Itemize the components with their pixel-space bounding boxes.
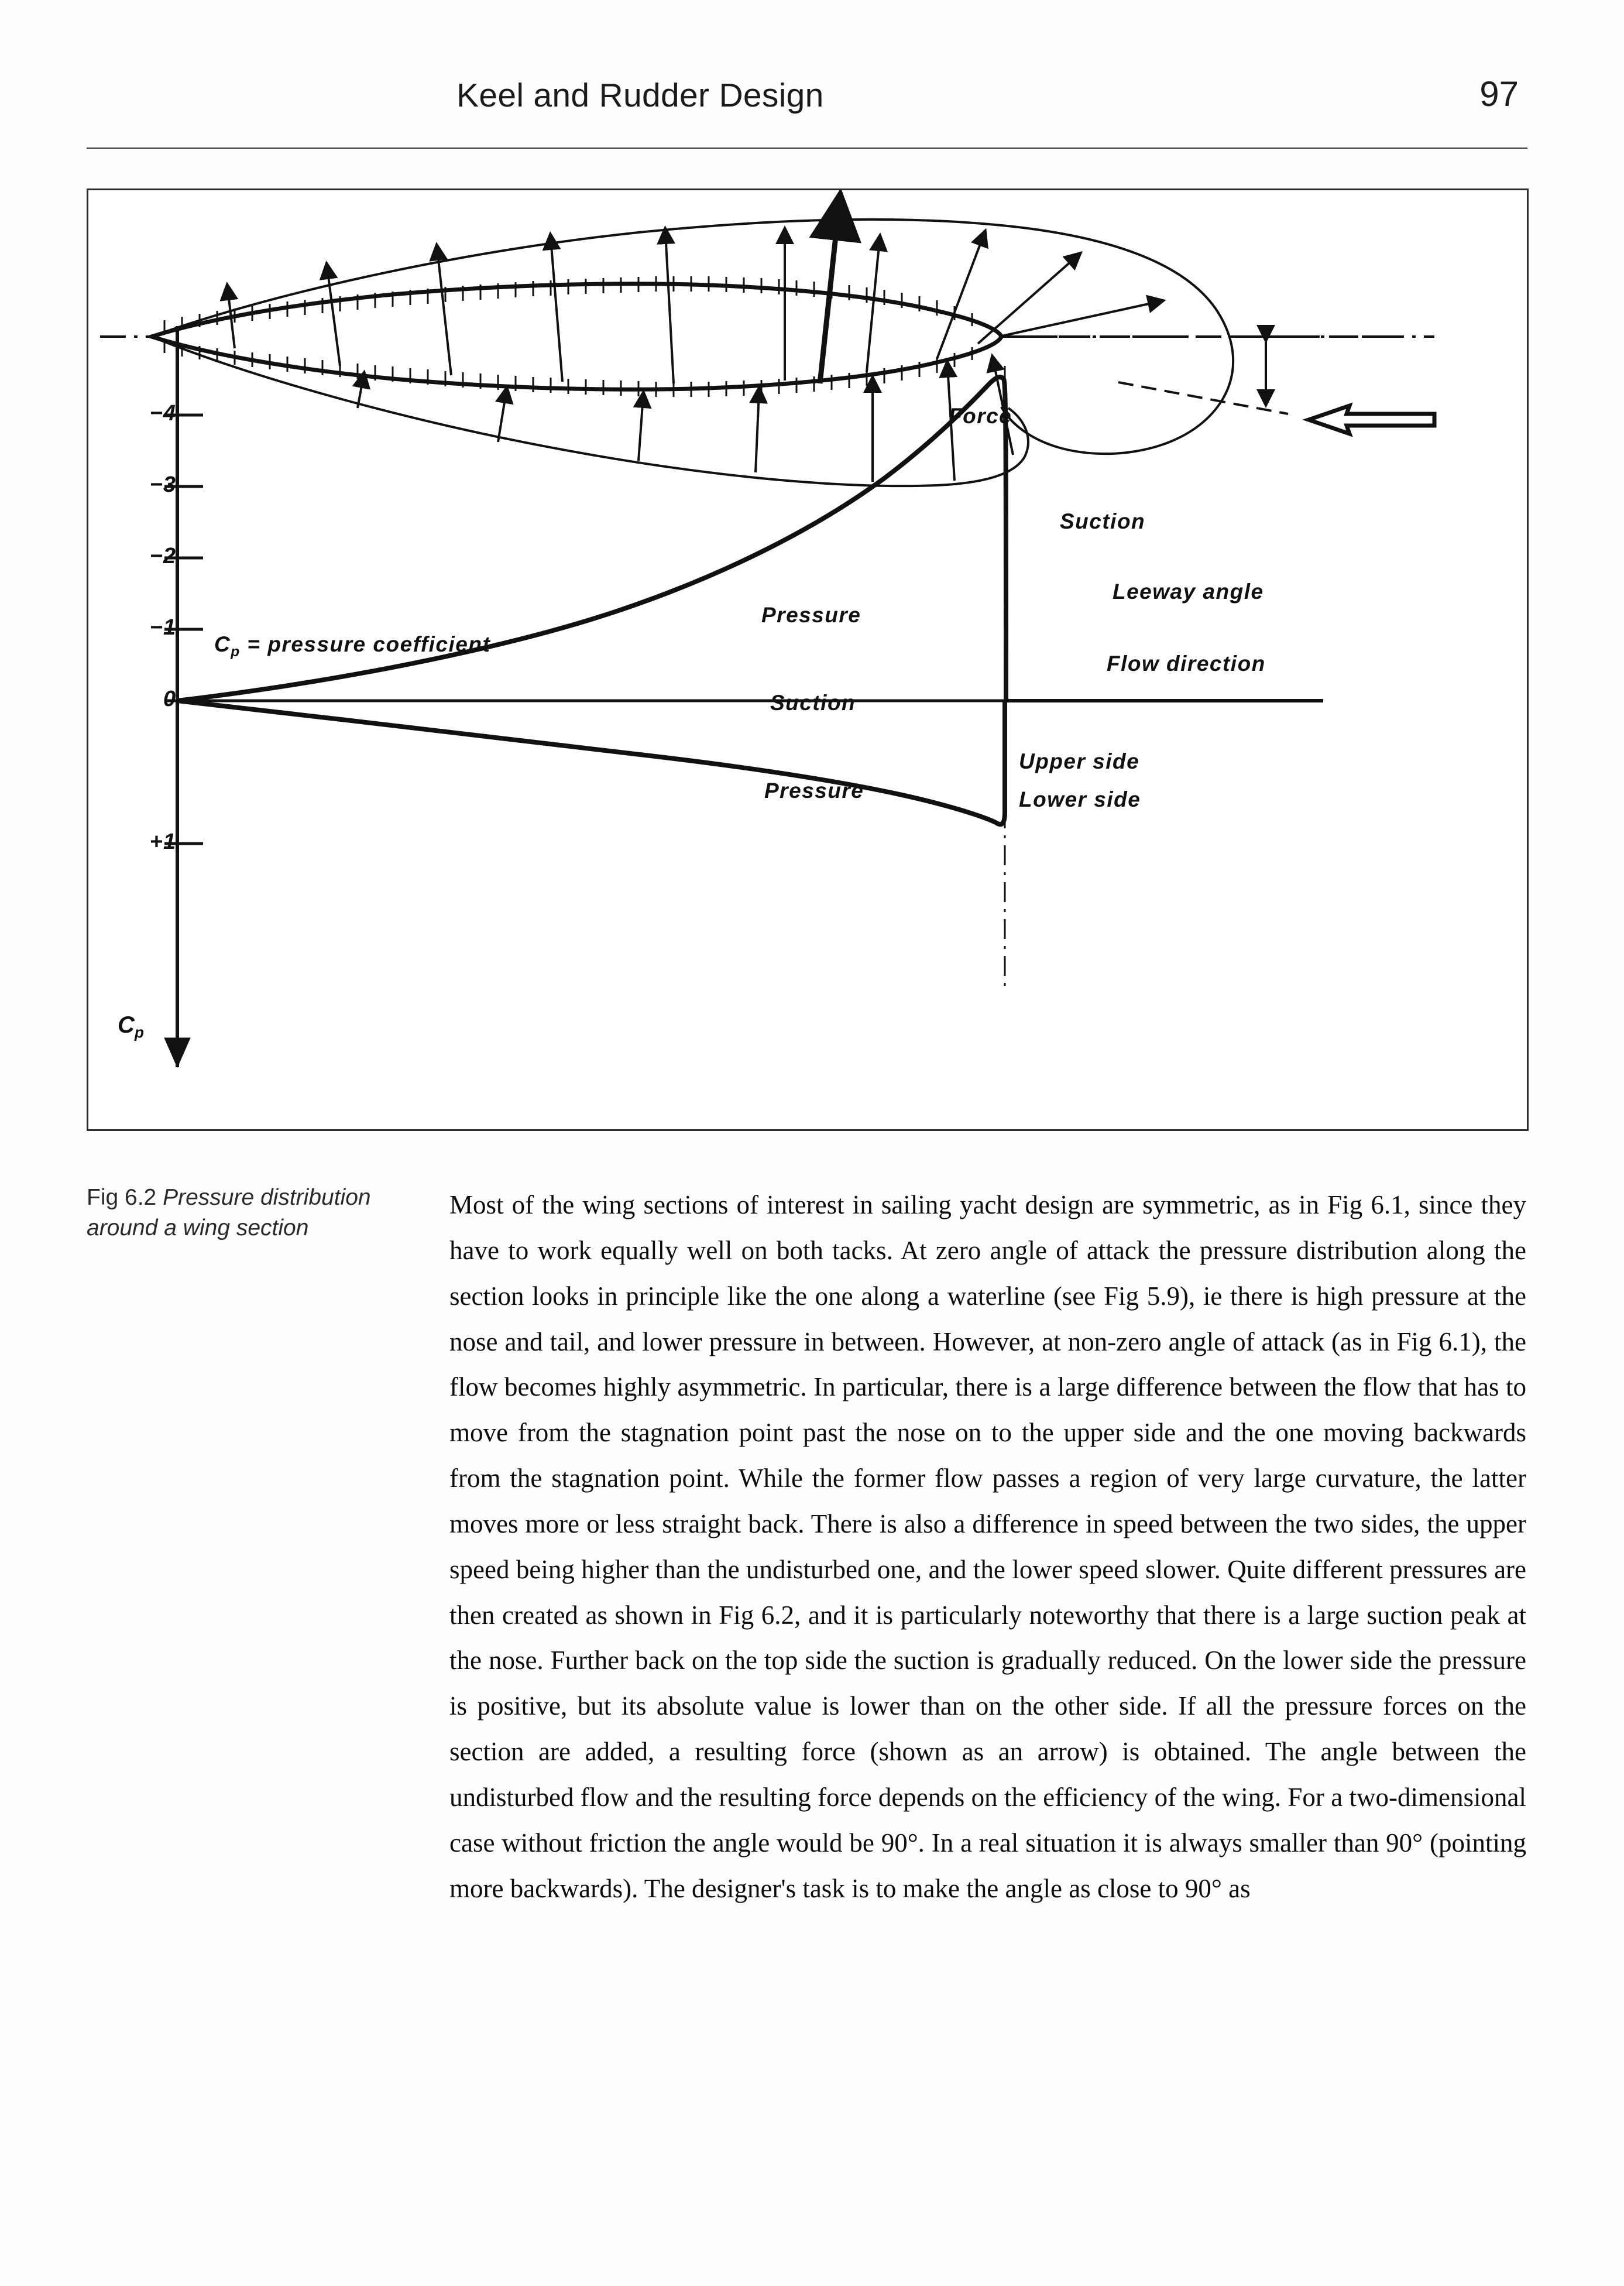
figure-caption — [87, 1183, 391, 1243]
leeway-angle-indicator — [1001, 337, 1393, 414]
cp-definition-subscript: p — [231, 643, 241, 660]
page-number: 97 — [1479, 74, 1519, 114]
ytick-label-plus1: +1 — [149, 830, 176, 854]
suction-label-upper: Suction — [1060, 509, 1146, 533]
flow-direction-label: Flow direction — [1107, 652, 1266, 676]
upper-side-label: Upper side — [1019, 749, 1140, 773]
header-divider — [87, 148, 1527, 149]
ytick-label-minus2: −2 — [149, 544, 176, 568]
ytick-label-minus1: −1 — [149, 615, 176, 640]
cp-curve-pressure — [177, 701, 1005, 824]
flow-direction-arrow — [1309, 406, 1434, 434]
cp-axis-subscript: p — [134, 1023, 145, 1041]
cp-axis-title — [118, 1012, 144, 1041]
pressure-label-lower: Pressure — [764, 779, 864, 803]
suction-label-lower: Suction — [770, 691, 856, 715]
pressure-label-upper: Pressure — [761, 603, 861, 627]
body-text-column — [449, 1183, 1526, 1912]
figure-caption-text: Pressure distribution around a wing section — [87, 1185, 371, 1240]
page-title: Keel and Rudder Design — [456, 77, 824, 114]
cp-definition-text: = pressure coefficient — [240, 632, 491, 656]
figure-caption-number: Fig 6.2 — [87, 1185, 163, 1210]
running-head — [176, 76, 1519, 140]
force-label: Force — [949, 404, 1012, 428]
leeway-angle-label: Leeway angle — [1113, 580, 1264, 604]
cp-definition-symbol: C — [214, 632, 231, 656]
ytick-label-minus4: −4 — [149, 401, 176, 426]
cp-axis-symbol: C — [118, 1012, 135, 1038]
lower-side-label: Lower side — [1019, 787, 1141, 811]
ytick-label-zero: 0 — [163, 687, 176, 711]
body-paragraph: Most of the wing sections of interest in sailing yacht design are symmetric, as in Fig 6.1, since they have to work equally well on both tacks. At zero angle of attack the pressure distribution along the section looks in principle like the one along a waterline (see Fig 5.9), ie there is high pressure at the nose and tail, and lower pressure in between. However, at non-zero angle of attack (as in Fig 6.1), the flow becomes highly asymmetric. In particular, there is a large difference between the flow that has to move from the stagnation point past the nose on to the upper side and the one moving backwards from the stagnation point. While the former flow passes a region of very large curvature, the latter moves more or less straight back. There is also a difference in speed between the two sides, the upper speed being higher than the undisturbed one, and the lower speed slower. Quite different pressures are then created as shown in Fig 6.2, and it is particularly noteworthy that there is a large suction peak at the nose. Further back on the top side the suction is gradually reduced. On the lower side the pressure is positive, but its absolute value is lower than on the other side. If all the pressure forces on the section are added, a resulting force (shown as an arrow) is obtained. The angle between the undisturbed flow and the resulting force depends on the efficiency of the wing. For a two-dimensional case without friction the angle would be 90°. In a real situation it is always smaller than 90° (pointing more backwards). The designer's task is to make the angle as close to 90° as — [449, 1190, 1526, 1903]
figure-6-2 — [87, 188, 1529, 1131]
cp-definition-label — [214, 632, 490, 660]
ytick-label-minus3: −3 — [149, 472, 176, 497]
